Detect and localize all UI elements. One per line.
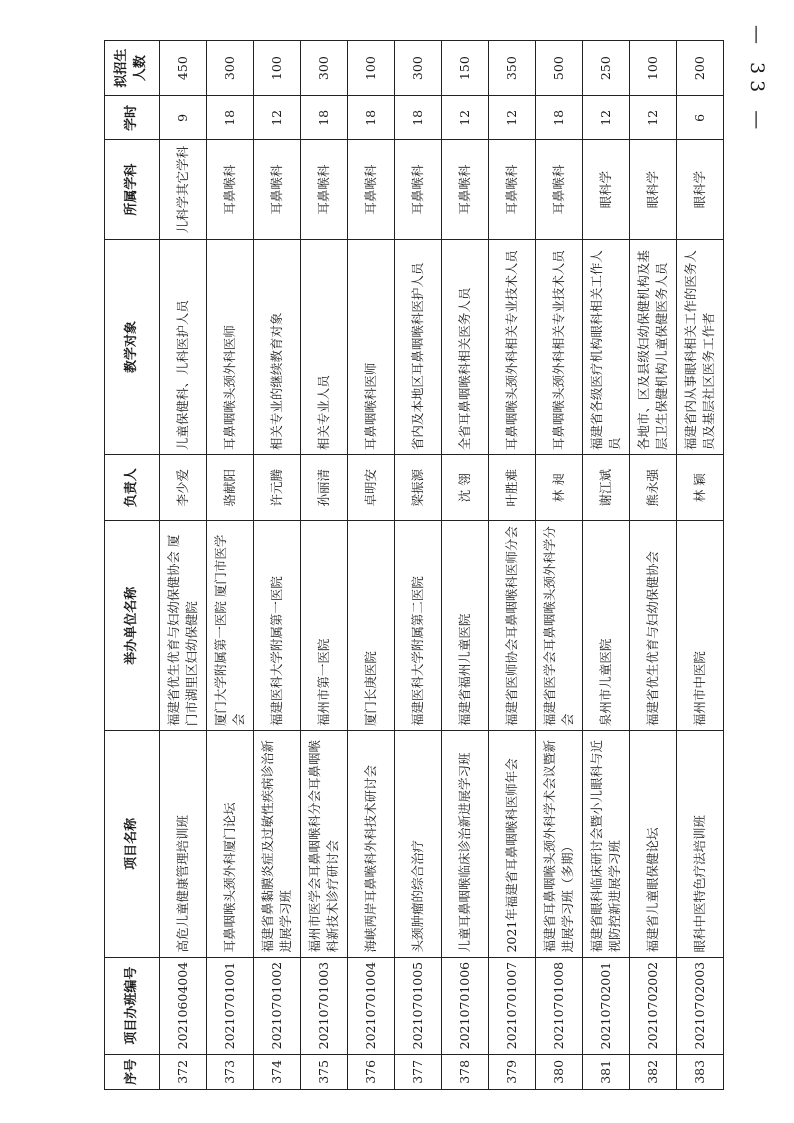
cell-enroll: 450 (160, 41, 207, 96)
cell-seq: 373 (207, 1054, 254, 1089)
cell-person: 沈 翎 (442, 455, 489, 521)
cell-name: 儿童耳鼻咽喉临床诊治新进展学习班 (442, 731, 489, 957)
cell-code: 20210701006 (442, 957, 489, 1054)
cell-target: 相关专业的继续教育对象 (254, 239, 301, 454)
cell-subject: 耳鼻喉科 (207, 140, 254, 239)
table-row (348, 41, 395, 1090)
cell-code: 20210702003 (677, 957, 724, 1054)
cell-hours: 12 (254, 96, 301, 140)
cell-subject: 耳鼻喉科 (536, 140, 583, 239)
table-row (677, 41, 724, 1090)
cell-hours: 9 (160, 96, 207, 140)
header-org: 举办单位名称 (105, 521, 160, 731)
cell-code: 20210701005 (395, 957, 442, 1054)
cell-person: 谢江斌 (583, 455, 630, 521)
cell-code: 20210701004 (348, 957, 395, 1054)
cell-org: 福建医科大学附属第二医院 (395, 521, 442, 731)
cell-enroll: 350 (489, 41, 536, 96)
cell-person: 卓明安 (348, 455, 395, 521)
header-target: 教学对象 (105, 239, 160, 454)
cell-name: 福建省耳鼻咽喉头颈外科学术会议暨新进展学习班（多期） (536, 731, 583, 957)
table-row (254, 41, 301, 1090)
header-enroll: 拟招生人数 (105, 41, 160, 96)
header-hours: 学时 (105, 96, 160, 140)
cell-person: 梁振源 (395, 455, 442, 521)
cell-enroll: 300 (301, 41, 348, 96)
cell-enroll: 300 (207, 41, 254, 96)
page-number: — 33 — (746, 24, 768, 136)
table-row (442, 41, 489, 1090)
cell-enroll: 250 (583, 41, 630, 96)
header-row (105, 41, 160, 1090)
cell-target: 耳鼻咽喉头颈外科相关专业技术人员 (489, 239, 536, 454)
cell-enroll: 300 (395, 41, 442, 96)
cell-org: 福建省福州儿童医院 (442, 521, 489, 731)
cell-target: 福建省内从事眼科相关工作的医务人员及基层社区医务工作者 (677, 239, 724, 454)
cell-seq: 377 (395, 1054, 442, 1089)
cell-subject: 耳鼻喉科 (489, 140, 536, 239)
cell-person: 林 颖 (677, 455, 724, 521)
cell-org: 福州市中医院 (677, 521, 724, 731)
header-seq: 序号 (105, 1054, 160, 1089)
cell-subject: 耳鼻喉科 (442, 140, 489, 239)
table-row (583, 41, 630, 1090)
cell-seq: 376 (348, 1054, 395, 1089)
cell-name: 2021年福建省耳鼻咽喉科医师年会 (489, 731, 536, 957)
cell-code: 20210701007 (489, 957, 536, 1054)
cell-enroll: 100 (630, 41, 677, 96)
cell-seq: 374 (254, 1054, 301, 1089)
cell-person: 孙丽清 (301, 455, 348, 521)
cell-seq: 382 (630, 1054, 677, 1089)
cell-hours: 18 (348, 96, 395, 140)
cell-seq: 380 (536, 1054, 583, 1089)
table-row (160, 41, 207, 1090)
cell-hours: 6 (677, 96, 724, 140)
cell-org: 福建省医师协会耳鼻咽喉科医师分会 (489, 521, 536, 731)
cell-subject: 眼科学 (630, 140, 677, 239)
cell-hours: 12 (630, 96, 677, 140)
cell-code: 20210701003 (301, 957, 348, 1054)
header-code: 项目办班编号 (105, 957, 160, 1054)
cell-org: 福建医科大学附属第一医院 (254, 521, 301, 731)
header-subject: 所属学科 (105, 140, 160, 239)
cell-code: 20210702002 (630, 957, 677, 1054)
cell-name: 福建省鼻黏膜炎症及过敏性疾病诊治新进展学习班 (254, 731, 301, 957)
cell-subject: 耳鼻喉科 (301, 140, 348, 239)
cell-person: 许元腾 (254, 455, 301, 521)
table-row (630, 41, 677, 1090)
cell-org: 厦门长庚医院 (348, 521, 395, 731)
cell-org: 福州市第一医院 (301, 521, 348, 731)
cell-name: 耳鼻咽喉头颈外科厦门论坛 (207, 731, 254, 957)
cell-person: 骆献阳 (207, 455, 254, 521)
cell-person: 叶胜难 (489, 455, 536, 521)
cell-target: 福建省各级医疗机构眼科相关工作人员 (583, 239, 630, 454)
cell-code: 20210702001 (583, 957, 630, 1054)
cell-name: 高危儿童健康管理培训班 (160, 731, 207, 957)
header-name: 项目名称 (105, 731, 160, 957)
cell-target: 相关专业人员 (301, 239, 348, 454)
cell-hours: 12 (442, 96, 489, 140)
cell-code: 20210701002 (254, 957, 301, 1054)
cell-hours: 12 (489, 96, 536, 140)
cell-org: 福建省医学会耳鼻咽喉头颈外科学分会 (536, 521, 583, 731)
cell-seq: 378 (442, 1054, 489, 1089)
cell-target: 各地市、区及县级妇幼保健机构及基层卫生保健机构儿童保健医务人员 (630, 239, 677, 454)
cell-target: 儿童保健科、儿科医护人员 (160, 239, 207, 454)
cell-person: 李少爱 (160, 455, 207, 521)
cell-org: 福建省优生优育与妇幼保健协会 厦门市湖里区妇幼保健院 (160, 521, 207, 731)
cell-hours: 18 (536, 96, 583, 140)
cell-name: 福建省眼科临床研讨会暨小儿眼科与近视防控新进展学习班 (583, 731, 630, 957)
cell-seq: 372 (160, 1054, 207, 1089)
cell-name: 头颈肿瘤的综合治疗 (395, 731, 442, 957)
cell-code: 20210701008 (536, 957, 583, 1054)
table-row (395, 41, 442, 1090)
cell-person: 林 昶 (536, 455, 583, 521)
cell-enroll: 100 (348, 41, 395, 96)
cell-seq: 375 (301, 1054, 348, 1089)
cell-hours: 18 (301, 96, 348, 140)
cell-target: 全省耳鼻咽喉科相关医务人员 (442, 239, 489, 454)
cell-org: 福建省优生优育与妇幼保健协会 (630, 521, 677, 731)
cell-enroll: 100 (254, 41, 301, 96)
cell-subject: 耳鼻喉科 (254, 140, 301, 239)
table-row (301, 41, 348, 1090)
cell-name: 福建省儿童眼保健论坛 (630, 731, 677, 957)
cell-code: 20210604004 (160, 957, 207, 1054)
cell-subject: 儿科学其它学科 (160, 140, 207, 239)
table-row (489, 41, 536, 1090)
cell-person: 熊永强 (630, 455, 677, 521)
cell-name: 眼科中医特色疗法培训班 (677, 731, 724, 957)
cell-hours: 18 (395, 96, 442, 140)
cell-seq: 379 (489, 1054, 536, 1089)
cell-hours: 18 (207, 96, 254, 140)
cell-org: 厦门大学附属第一医院 厦门市医学会 (207, 521, 254, 731)
cell-target: 耳鼻咽喉头颈外科相关专业技术人员 (536, 239, 583, 454)
cell-enroll: 500 (536, 41, 583, 96)
cell-subject: 眼科学 (583, 140, 630, 239)
cell-seq: 383 (677, 1054, 724, 1089)
cell-org: 泉州市儿童医院 (583, 521, 630, 731)
rotated-table-container (104, 40, 776, 1090)
cell-code: 20210701001 (207, 957, 254, 1054)
cell-name: 福州市医学会耳鼻咽喉科分会耳鼻咽喉科新技术诊疗研讨会 (301, 731, 348, 957)
cell-seq: 381 (583, 1054, 630, 1089)
cell-subject: 耳鼻喉科 (395, 140, 442, 239)
cell-enroll: 150 (442, 41, 489, 96)
cell-target: 省内及本地区耳鼻咽喉科医护人员 (395, 239, 442, 454)
table-row (536, 41, 583, 1090)
cell-target: 耳鼻咽喉科医师 (348, 239, 395, 454)
cell-name: 海峡两岸耳鼻喉科外科技术研讨会 (348, 731, 395, 957)
table-row (207, 41, 254, 1090)
cell-subject: 耳鼻喉科 (348, 140, 395, 239)
header-person: 负责人 (105, 455, 160, 521)
cell-hours: 12 (583, 96, 630, 140)
cell-target: 耳鼻咽喉头颈外科医师 (207, 239, 254, 454)
cell-subject: 眼科学 (677, 140, 724, 239)
project-table (104, 40, 724, 1090)
cell-enroll: 200 (677, 41, 724, 96)
